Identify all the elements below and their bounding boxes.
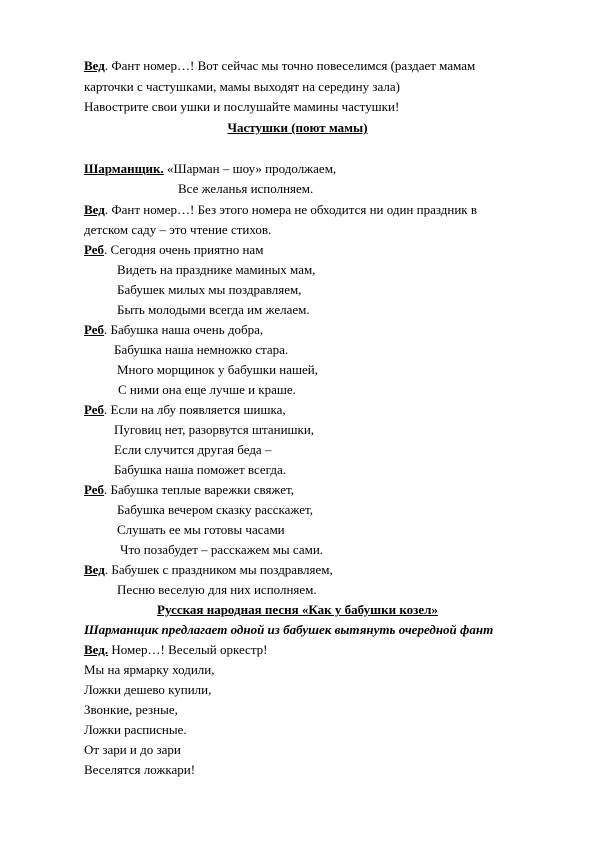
text-line: Бабушка наша немножко стара. [114,342,289,357]
speaker-label: Реб [84,482,105,497]
line-text: «Шарман – шоу» продолжаем, [163,161,337,176]
speaker-label: Реб [84,242,105,257]
text-line: С ними она еще лучше и краше. [118,382,296,397]
text-line: Если случится другая беда – [114,442,272,457]
text-line: Звонкие, резные, [84,702,178,717]
speaker-label: Шарманщик. [84,161,164,176]
stage-direction: Шарманщик предлагает одной из бабушек вытянуть очередной фант [84,622,494,637]
text-line [84,320,263,340]
text-line [84,480,294,500]
text-line: карточки с частушками, мамы выходят на середину зала) [84,79,400,94]
text-line: Пуговиц нет, разорвутся штанишки, [114,422,315,437]
text-line: Что позабудет – расскажем мы сами. [120,542,324,557]
text-line: Бабушка наша поможет всегда. [114,462,286,477]
text-line: Все желанья исполняем. [178,181,314,196]
text-line: Много морщинок у бабушки нашей, [117,362,318,377]
text-line [84,240,263,260]
text-line [84,640,268,660]
text-line [84,200,477,220]
text-line [84,560,333,580]
text-line [84,56,475,76]
text-line [84,159,336,179]
speaker-label: Вед [84,58,105,73]
text-line: Песню веселую для них исполняем. [117,582,317,597]
line-text: . Бабушка теплые варежки свяжет, [104,482,294,497]
line-text: . Бабушек с праздником мы поздравляем, [104,562,333,577]
speaker-label: Вед. [84,642,109,657]
text-line: Бабушка вечером сказку расскажет, [117,502,313,517]
section-heading: Частушки (поют мамы) [227,120,368,135]
text-line: Бабушек милых мы поздравляем, [117,282,302,297]
speaker-label: Вед [84,202,105,217]
text-line: Слушать ее мы готовы часами [117,522,285,537]
text-line: От зари и до зари [84,742,181,757]
speaker-label: Вед [84,562,105,577]
line-text: . Сегодня очень приятно нам [104,242,264,257]
text-line: детском саду – это чтение стихов. [84,222,272,237]
speaker-label: Реб [84,322,105,337]
line-text: . Фант номер…! Без этого номера не обходится ни один праздник в [104,202,477,217]
section-heading: Русская народная песня «Как у бабушки козел» [157,602,438,617]
text-line: Веселятся ложкари! [84,762,196,777]
speaker-label: Реб [84,402,105,417]
text-line: Ложки дешево купили, [84,682,212,697]
line-text: . Фант номер…! Вот сейчас мы точно повеселимся (раздает мамам [104,58,476,73]
text-line: Навострите свои ушки и послушайте мамины частушки! [84,99,400,114]
text-line: Мы на ярмарку ходили, [84,662,215,677]
text-line [84,400,286,420]
line-text: . Если на лбу появляется шишка, [104,402,286,417]
line-text: . Бабушка наша очень добра, [104,322,264,337]
text-line: Ложки расписные. [84,722,187,737]
text-line: Видеть на празднике маминых мам, [117,262,316,277]
text-line: Быть молодыми всегда им желаем. [117,302,310,317]
line-text: Номер…! Веселый оркестр! [108,642,268,657]
